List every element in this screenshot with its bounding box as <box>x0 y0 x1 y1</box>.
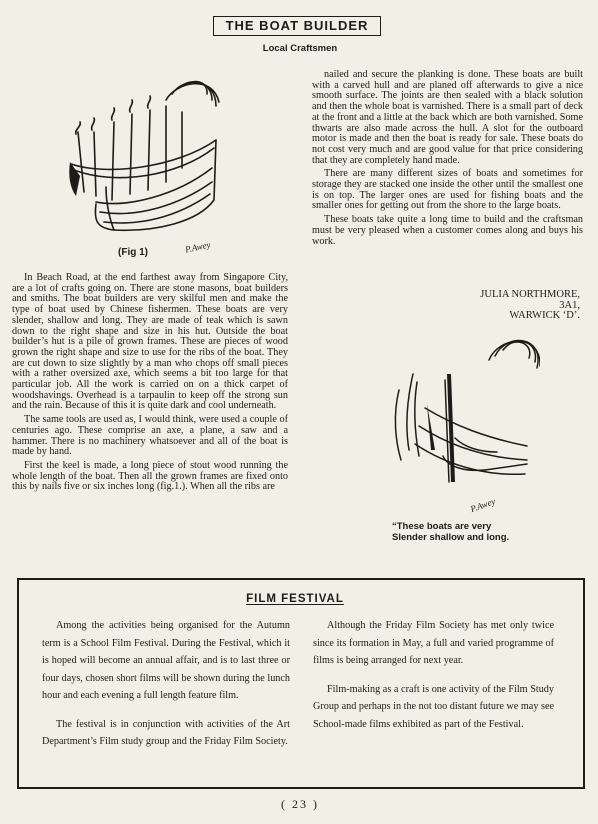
article-paragraph: These boats take quite a long time to build and the craftsman must be very pleased when a customer comes along and buys his work. <box>312 214 583 247</box>
article-paragraph: There are many different sizes of boats and sometimes for storage they are stacked one inside the other until the smallest one is on top. The larger ones are used for fishing boats and the smaller ones for getting out from the shore to the large boats. <box>312 168 583 212</box>
figure-2-caption: “These boats are very Slender shallow and long. <box>392 521 510 543</box>
film-paragraph: Among the activities being organised for the Autumn term is a School Film Festival. During the Festival, which it is hoped will become an annual affair, and is to last three or four days, chosen short films will be shown during the lunch hour and each evening a full length feature film. <box>42 620 290 701</box>
page-number: ( 23 ) <box>281 797 319 811</box>
article-paragraph: First the keel is made, a long piece of stout wood running the whole length of the boat. Then all the grown frames are fixed onto this by nails five or six inches long (fig.1.). When all the ribs are <box>12 459 288 493</box>
article-paragraph: In Beach Road, at the end farthest away from Singapore City, are a lot of crafts going on. There are stone masons, boat builders and smiths. The boat builders are very skilful men and make the type of boat used by Chinese fishermen. These boats are very slender, shallow and long. They are made of teak which is sawn down to the right shape and size in his hut. Outside the boat builder’s hut is a pile of grown frames. These are pieces of wood grown the right shape and size to use for the ribs of the boat. They are cut down to size slightly by a man who chops off small pieces with a rather oversized axe, which seems a bit too large for that particular job. All the work is carried on on a thick carpet of woodshavings. Overhead is a tarpaulin to keep off the strong sun and the rain. Because of this it is quite dark and cool underneath. <box>12 272 288 412</box>
article-left-column <box>12 273 288 496</box>
article-right-column <box>312 70 583 250</box>
film-festival-left-column <box>42 617 290 762</box>
author-form: 3A1, <box>559 299 580 311</box>
article-subtitle: Local Craftsmen <box>262 43 338 54</box>
stacked-boats-sketch <box>385 330 540 520</box>
figure-1-caption: (Fig 1) <box>118 247 148 258</box>
film-festival-title: FILM FESTIVAL <box>246 593 344 605</box>
article-title: THE BOAT BUILDER <box>213 16 381 36</box>
figure-1-signature: P.Awey <box>184 239 212 255</box>
film-paragraph: The festival is in conjunction with activities of the Art Department’s Film study group and the Friday Film Society. <box>42 718 290 747</box>
author-name: JULIA NORTHMORE, <box>480 289 580 300</box>
author-signature <box>420 290 580 322</box>
film-paragraph: Although the Friday Film Society has met only twice since its formation in May, a full and varied programme of films is being arranged for next year. <box>313 620 554 666</box>
film-festival-right-column <box>313 617 554 744</box>
boat-frame-sketch <box>66 72 226 257</box>
figure-2-signature: P.Awey <box>469 495 497 515</box>
film-paragraph: Film-making as a craft is one activity of the Film Study Group and perhaps in the not too distant future we may see School-made films exhibited as part of the Festival. <box>313 683 554 730</box>
article-paragraph: The same tools are used as, I would think, were used a couple of centuries ago. These comprise an axe, a plane, a saw and a hammer. There is no machinery whatsoever and all of the boat is made by hand. <box>12 414 288 458</box>
author-house: WARWICK ‘D’. <box>509 310 580 321</box>
article-paragraph: nailed and secure the planking is done. These boats are built with a carved hull and are planed off afterwards to give a nice smooth surface. The joints are then sealed with a black solution and then the whole boat is varnished. There is a small part of deck at the front and a little at the back which are both varnished. Some thwarts are also made across the hull. A slot for the outboard motor is made and then the boat is ready for sale. These boats do not cost very much and are good value for that price considering that they are completely hand made. <box>312 69 583 166</box>
